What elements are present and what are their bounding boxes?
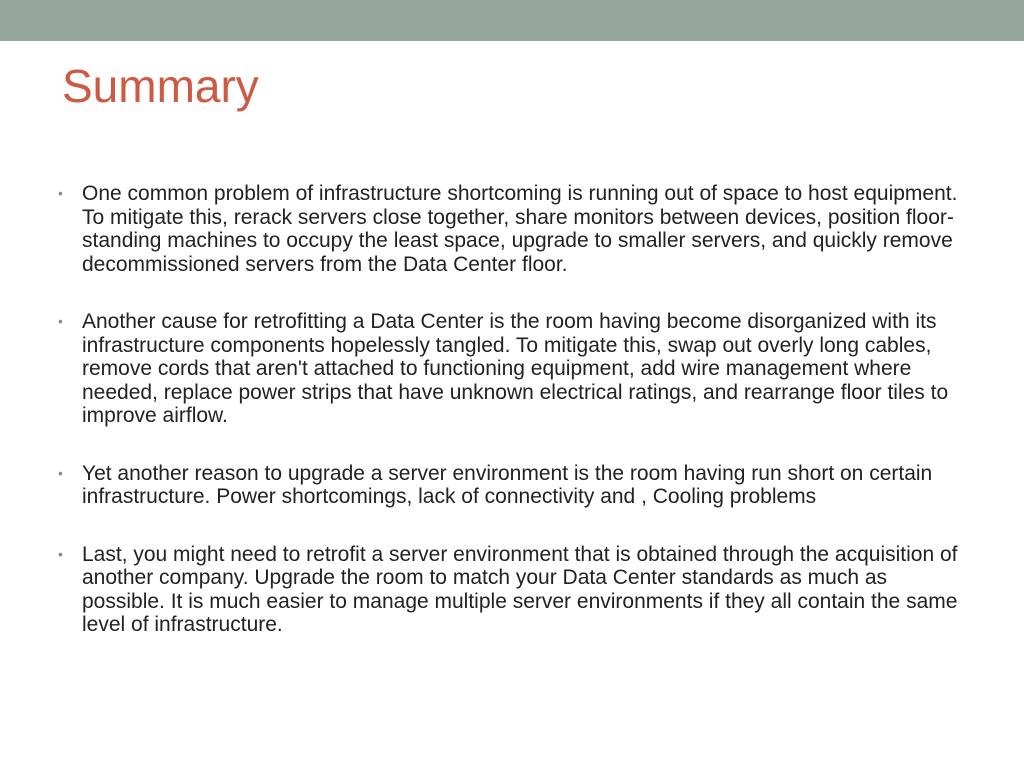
bullet-dot-icon: • [58, 464, 63, 481]
slide-title: Summary [62, 60, 259, 112]
bullet-dot-icon: • [58, 185, 63, 201]
bullet-text: Another cause for retrofitting a Data Center is the room having become disorganized with its infrastructure components hopelessly tangled. To mitigate this, swap out overly long cables, remove cords that aren't attached to functioning equipment, add wire management where needed, replace power strips that have unknown electrical ratings, and rearrange floor tiles to improve airflow. [82, 310, 949, 427]
bullet-dot-icon: • [58, 545, 63, 562]
top-color-band [0, 0, 1024, 41]
bullet-item [58, 310, 970, 428]
bullet-item [58, 182, 970, 276]
bullet-item [58, 462, 970, 509]
bullet-text: One common problem of infrastructure shortcoming is running out of space to host equipment. To mitigate this, rerack servers close together, share monitors between devices, position floor-standing machines to occupy the least space, upgrade to smaller servers, and quickly remove decommissioned servers from the Data Center floor. [82, 182, 958, 276]
bullet-dot-icon: • [58, 313, 63, 329]
bullet-list [58, 182, 970, 671]
bullet-text: Yet another reason to upgrade a server environment is the room having run short on certain infrastructure. Power shortcomings, lack of connectivity and , Cooling problems [82, 461, 933, 508]
bullet-item [58, 543, 970, 637]
bullet-text: Last, you might need to retrofit a server environment that is obtained through the acquisition of another company. Upgrade the room to match your Data Center standards as much as possible. It is much easier to manage multiple server environments if they all contain the same level of infrastructure. [82, 542, 958, 636]
